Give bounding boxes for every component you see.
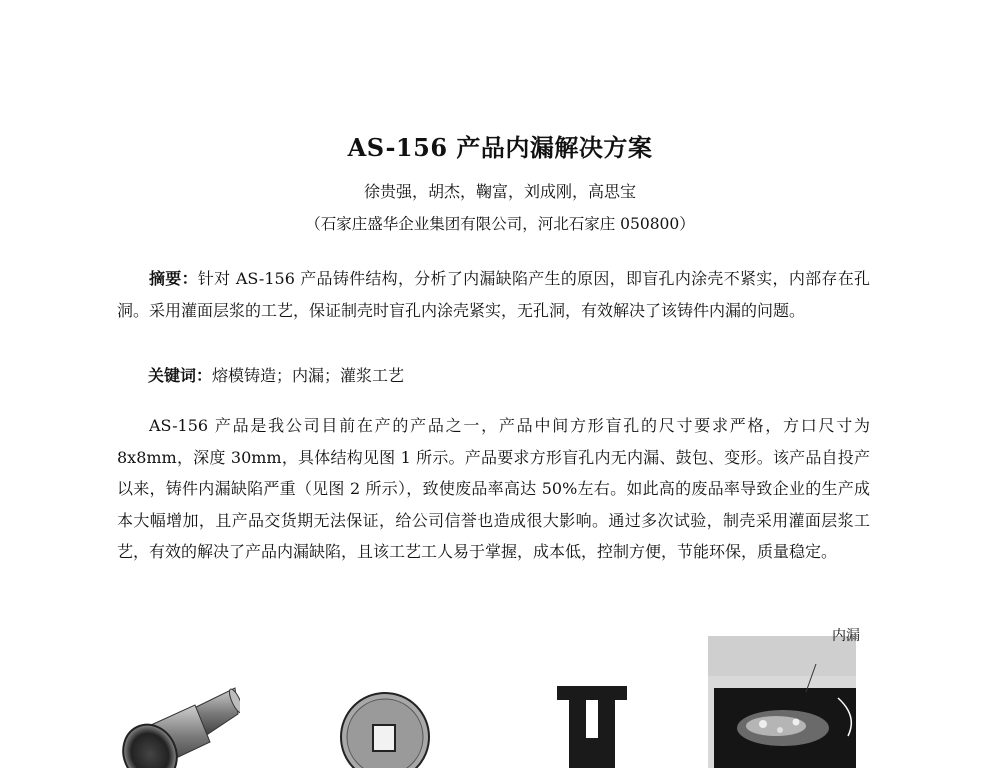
figure-1-shaft-image xyxy=(110,680,240,768)
keywords-label: 关键词： xyxy=(148,366,213,385)
affiliation: （石家庄盛华企业集团有限公司，河北石家庄 050800） xyxy=(305,215,695,233)
figure-2-annotation: 内漏 xyxy=(832,628,860,644)
figure-1-section-view-image xyxy=(555,682,630,768)
author-list: 徐贵强，胡杰，鞠富，刘成刚，高思宝 xyxy=(363,182,636,201)
figure-1-end-view-image xyxy=(335,685,435,768)
body-paragraph: AS-156 产品是我公司目前在产的产品之一，产品中间方形盲孔的尺寸要求严格，方口尺寸为 8x8mm，深度 30mm，具体结构见图 1 所示。产品要求方形盲孔内无内漏、鼓包、变形。该产品自投产以来，铸件内漏缺陷严重（见图 2 所示），致使废品率高达 50%左右。如此高的废品率导致企业的生产成本大幅增加，且产品交货期无法保证，给公司信誉也造成很大影响。通过多次试验，制壳采用灌面层浆工艺，有效的解决了产品内漏缺陷，且该工艺工人易于掌握，成本低，控制方便，节能环保，质量稳定。 xyxy=(117,416,870,561)
abstract xyxy=(117,263,870,327)
abstract-text: 针对 AS-156 产品铸件结构，分析了内漏缺陷产生的原因，即盲孔内涂壳不紧实，内部存在孔洞。采用灌面层浆的工艺，保证制壳时盲孔内涂壳紧实，无孔洞，有效解决了该铸件内漏的问题。 xyxy=(117,269,870,320)
keywords-text: 熔模铸造；内漏；灌浆工艺 xyxy=(212,366,405,385)
paper-title: AS-156 产品内漏解决方案 xyxy=(347,133,653,162)
keywords xyxy=(148,361,404,391)
figure-2-defect-photo xyxy=(708,636,858,768)
abstract-label: 摘要： xyxy=(149,269,198,288)
